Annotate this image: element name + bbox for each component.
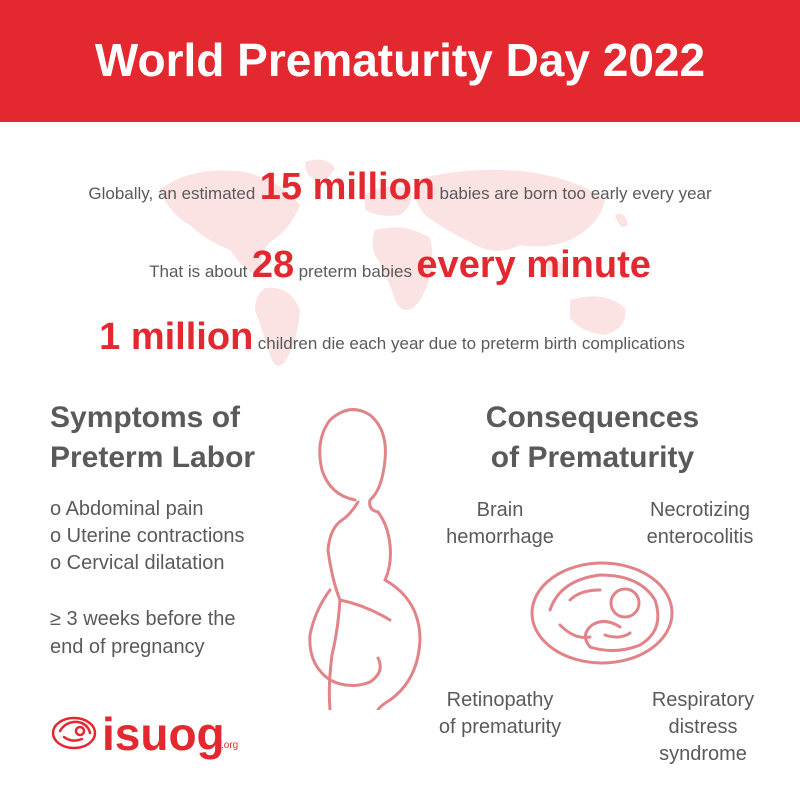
consequence-brain-hemorrhage — [425, 497, 575, 551]
symptoms-note-line2: end of pregnancy — [50, 636, 205, 658]
consequence-retinopathy — [420, 687, 580, 741]
stat-births-suffix: babies are born too early every year — [439, 184, 712, 203]
list-item: o Cervical dilatation — [50, 552, 225, 574]
title-banner — [0, 0, 800, 122]
symptoms-heading — [50, 398, 310, 478]
consequence-respiratory-distress — [628, 687, 778, 768]
stat-per-minute — [0, 244, 800, 287]
isuog-logo-icon — [50, 715, 98, 751]
stat-births — [0, 166, 800, 209]
symptoms-heading-line2: Preterm Labor — [50, 441, 256, 474]
symptoms-heading-line1: Symptoms of — [50, 401, 241, 434]
list-item: o Uterine contractions — [50, 525, 245, 547]
consequence-line: Brain — [476, 499, 524, 521]
consequence-line: syndrome — [659, 743, 747, 765]
stat-births-number: 15 million — [259, 166, 436, 208]
consequences-heading-line2: of Prematurity — [490, 441, 695, 474]
symptoms-note-line1: ≥ 3 weeks before the — [50, 608, 236, 630]
page-title: World Prematurity Day 2022 — [94, 34, 706, 86]
consequences-heading-line1: Consequences — [485, 401, 700, 434]
consequence-line: enterocolitis — [646, 526, 754, 548]
consequences-heading — [450, 398, 735, 478]
list-item: o Abdominal pain — [50, 498, 204, 520]
stat-per-minute-emphasis: every minute — [416, 244, 651, 286]
stat-deaths-suffix: children die each year due to preterm birth complications — [257, 334, 685, 353]
consequence-line: Respiratory — [651, 689, 755, 711]
consequence-line: Retinopathy — [446, 689, 554, 711]
stat-per-minute-prefix: That is about — [149, 262, 248, 281]
consequence-line: Necrotizing — [649, 499, 751, 521]
stat-per-minute-middle: preterm babies — [298, 262, 412, 281]
consequence-line: hemorrhage — [446, 526, 554, 548]
baby-in-womb-icon — [520, 555, 680, 675]
stat-deaths — [0, 316, 792, 359]
consequence-necrotizing-enterocolitis — [625, 497, 775, 551]
pregnant-woman-icon — [280, 400, 430, 710]
symptoms-timing-note — [50, 605, 290, 661]
consequence-line: distress — [668, 716, 738, 738]
stat-births-prefix: Globally, an estimated — [88, 184, 256, 203]
symptoms-list — [50, 496, 245, 577]
isuog-logo-tld: .org — [221, 740, 239, 751]
consequence-line: of prematurity — [438, 716, 562, 738]
stat-per-minute-number: 28 — [251, 244, 295, 286]
stat-deaths-number: 1 million — [99, 316, 254, 358]
isuog-logo — [50, 705, 260, 765]
isuog-logo-word: isuog — [102, 708, 225, 760]
